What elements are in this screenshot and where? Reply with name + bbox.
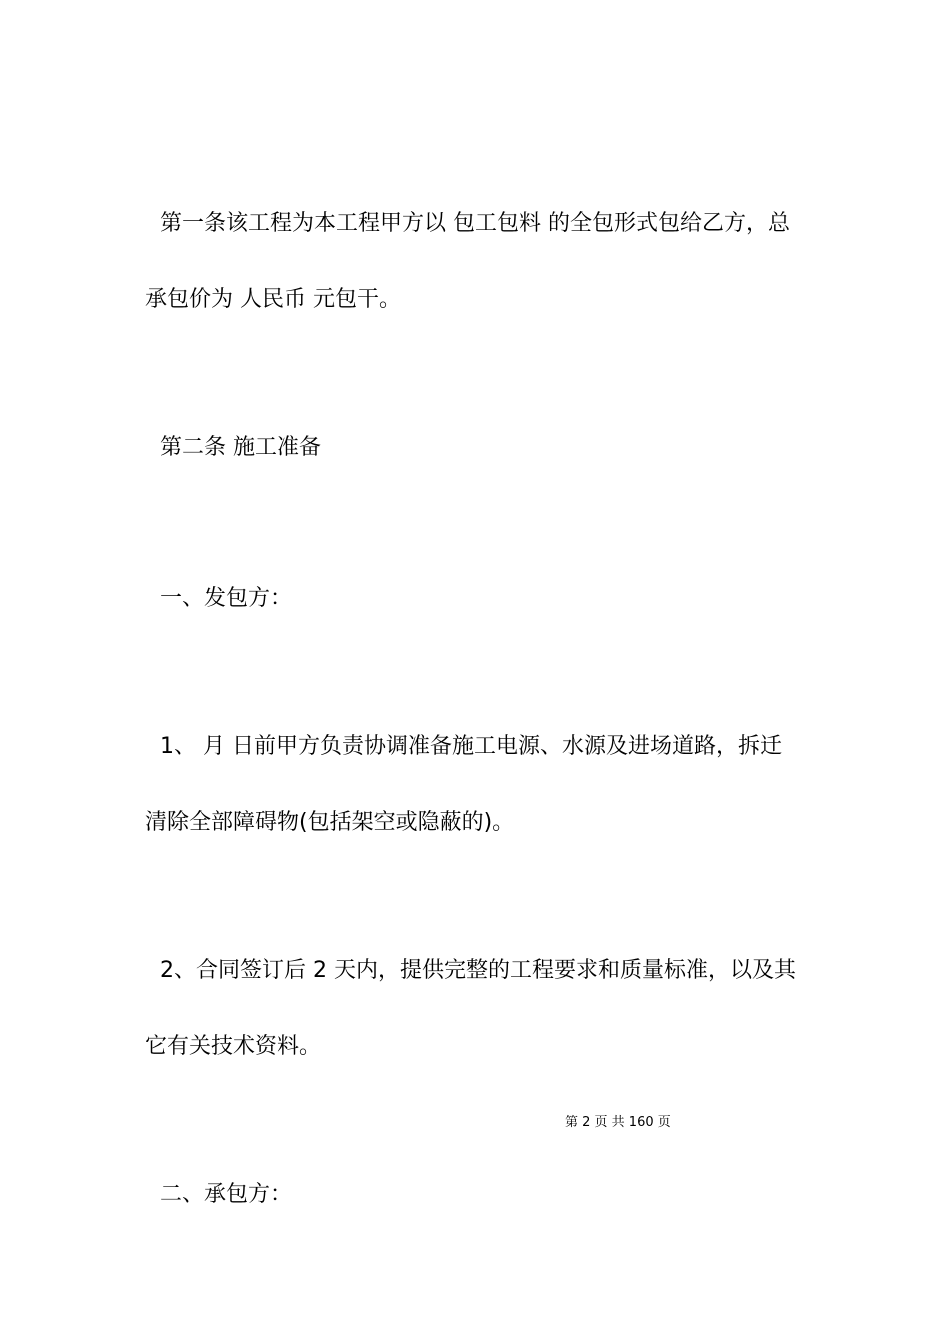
article1-line2: 承包价为 人民币 元包干。: [145, 287, 401, 312]
item2-line2: 它有关技术资料。: [145, 1034, 322, 1059]
item1-line1: 1、 月 日前甲方负责协调准备施工电源、水源及进场道路，拆迁: [160, 734, 782, 759]
item2-line1: 2、合同签订后 2 天内，提供完整的工程要求和质量标准，以及其: [160, 958, 796, 983]
article2-heading: 第二条 施工准备: [160, 435, 321, 460]
section2-heading: 二、承包方：: [160, 1182, 293, 1207]
article1-line1: 第一条该工程为本工程甲方以 包工包料 的全包形式包给乙方，总: [160, 211, 790, 236]
section1-heading: 一、发包方：: [160, 586, 293, 611]
item1-line2: 清除全部障碍物(包括架空或隐蔽的)。: [145, 810, 515, 835]
page-number-footer: 第 2 页 共 160 页: [565, 1115, 671, 1130]
